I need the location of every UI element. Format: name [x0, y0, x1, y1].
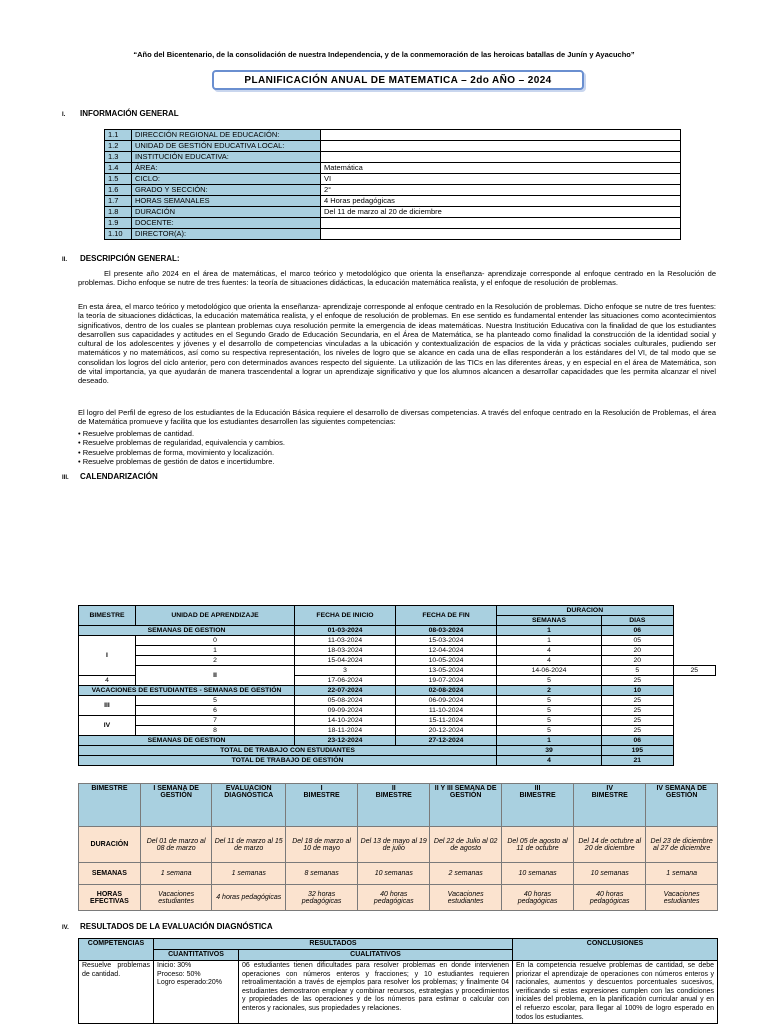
unit-cell: 2	[136, 656, 295, 666]
info-number: 1.3	[105, 152, 132, 163]
info-label: DIRECCIÓN REGIONAL DE EDUCACIÓN:	[132, 130, 321, 141]
bimestre-cell: I	[79, 636, 136, 676]
col-header-dias: DIAS	[602, 616, 674, 626]
section-number: II.	[62, 257, 68, 263]
description-paragraph-3: El logro del Perfil de egreso de los estudiantes de la Educación Básica requiere el desarrollo de diversas competencias. A través del enfoque centrado en la Resolución de Problemas, el área de Matemática promueve y facilita que los estudiantes desarrollen las siguientes competencias:	[78, 408, 716, 427]
start-date-cell: 17-06-2024	[295, 676, 396, 686]
summary-cell: 1 semana	[140, 863, 212, 885]
start-date-cell: 09-09-2024	[295, 706, 396, 716]
bimestre-cell: IV	[79, 716, 136, 736]
bimestre-cell: II	[136, 666, 295, 686]
competency-list	[78, 429, 716, 466]
start-date-cell: 22-07-2024	[295, 686, 396, 696]
table-row	[79, 656, 716, 666]
summary-cell: 40 horas pedagógicas	[501, 885, 573, 911]
info-row	[105, 174, 681, 185]
days-cell: 20	[602, 646, 674, 656]
table-row	[79, 961, 718, 1024]
info-row	[105, 163, 681, 174]
summary-header-cell: III BIMESTRE	[501, 784, 573, 827]
section-title: DESCRIPCIÓN GENERAL:	[80, 254, 180, 263]
quantitative-cell	[154, 961, 239, 1024]
start-date-cell: 18-03-2024	[295, 646, 396, 656]
weeks-cell: 1	[497, 626, 602, 636]
table-row	[79, 646, 716, 656]
info-value	[321, 130, 681, 141]
days-cell: 25	[602, 726, 674, 736]
col-header-resultados: RESULTADOS	[154, 939, 513, 950]
info-value: 4 Horas pedagógicas	[321, 196, 681, 207]
start-date-cell: 11-03-2024	[295, 636, 396, 646]
weeks-cell: 4	[497, 656, 602, 666]
list-item: • Resuelve problemas de cantidad.	[78, 429, 195, 438]
summary-cell: 4 horas pedagógicas	[212, 885, 286, 911]
unit-cell: 5	[136, 696, 295, 706]
info-row	[105, 196, 681, 207]
col-header-inicio: FECHA DE INICIO	[295, 606, 396, 626]
section-heading-info	[62, 109, 179, 118]
info-row	[105, 185, 681, 196]
info-number: 1.5	[105, 174, 132, 185]
document-title: PLANIFICACIÓN ANUAL DE MATEMATICA – 2do AÑO – 2024	[212, 70, 584, 90]
summary-header-row	[79, 784, 718, 827]
unit-cell: 6	[136, 706, 295, 716]
end-date-cell: 10-05-2024	[396, 656, 497, 666]
summary-header-cell: BIMESTRE	[79, 784, 141, 827]
col-header-bimestre: BIMESTRE	[79, 606, 136, 626]
start-date-cell: 14-10-2024	[295, 716, 396, 726]
section-title: INFORMACIÓN GENERAL	[80, 109, 179, 118]
table-row	[79, 726, 716, 736]
end-date-cell: 14-06-2024	[497, 666, 602, 676]
end-date-cell: 11-10-2024	[396, 706, 497, 716]
summary-cell: Del 22 de Julio al 02 de agosto	[430, 827, 502, 863]
info-value	[321, 152, 681, 163]
summary-cell: Vacaciones estudiantes	[646, 885, 718, 911]
weeks-cell: 5	[497, 706, 602, 716]
info-value	[321, 218, 681, 229]
section-title: RESULTADOS DE LA EVALUACIÓN DIAGNÓSTICA	[80, 922, 273, 931]
summary-cell: 2 semanas	[430, 863, 502, 885]
days-cell: 20	[602, 656, 674, 666]
summary-cell: 40 horas pedagógicas	[358, 885, 430, 911]
info-row	[105, 141, 681, 152]
list-item: • Resuelve problemas de gestión de datos e incertidumbre.	[78, 456, 275, 466]
summary-cell: Del 23 de diciembre al 27 de diciembre	[646, 827, 718, 863]
unit-cell: 4	[79, 676, 136, 686]
info-label: GRADO Y SECCIÓN:	[132, 185, 321, 196]
unit-cell: 0	[136, 636, 295, 646]
table-row	[79, 716, 716, 726]
summary-cell: 32 horas pedagógicas	[286, 885, 358, 911]
total-days: 195	[602, 746, 674, 756]
col-header-duracion: DURACION	[497, 606, 674, 616]
info-number: 1.7	[105, 196, 132, 207]
summary-header-cell: II Y III SEMANA DE GESTIÓN	[430, 784, 502, 827]
summary-cell: Vacaciones estudiantes	[430, 885, 502, 911]
info-label: DIRECTOR(A):	[132, 229, 321, 240]
end-date-cell: 15-03-2024	[396, 636, 497, 646]
info-number: 1.9	[105, 218, 132, 229]
total-weeks: 4	[497, 756, 602, 766]
end-date-cell: 02-08-2024	[396, 686, 497, 696]
end-date-cell: 19-07-2024	[396, 676, 497, 686]
info-value: Del 11 de marzo al 20 de diciembre	[321, 207, 681, 218]
summary-row	[79, 827, 718, 863]
total-row	[79, 756, 716, 766]
weeks-cell: 5	[602, 666, 674, 676]
start-date-cell: 13-05-2024	[396, 666, 497, 676]
quantitative-line: Proceso: 50%	[157, 970, 201, 978]
info-row	[105, 152, 681, 163]
weeks-cell: 5	[497, 716, 602, 726]
summary-row	[79, 863, 718, 885]
info-label: ÁREA:	[132, 163, 321, 174]
info-label: DOCENTE:	[132, 218, 321, 229]
summary-cell: 40 horas pedagógicas	[574, 885, 646, 911]
section-number: III.	[62, 475, 69, 481]
days-cell: 25	[602, 676, 674, 686]
days-cell: 25	[602, 706, 674, 716]
info-number: 1.2	[105, 141, 132, 152]
info-row	[105, 229, 681, 240]
section-heading-calendar	[62, 472, 158, 481]
col-header-semanas: SEMANAS	[497, 616, 602, 626]
summary-row-label: HORAS EFECTIVAS	[79, 885, 141, 911]
summary-cell: Del 14 de octubre al 20 de diciembre	[574, 827, 646, 863]
table-row	[79, 666, 716, 676]
table-row	[79, 736, 716, 746]
quantitative-line: Inicio: 30%	[157, 962, 192, 969]
info-number: 1.8	[105, 207, 132, 218]
qualitative-cell: 06 estudiantes tienen dificultades para resolver problemas en donde intervienen operaciones con números enteros y fracciones; y 10 estudiantes requieren retroalimentación a través de ejemplos para resolver los problemas; y finalmente 04 estudiantes demostraron emplear y combinar recursos, estrategias y procedimientos y propiedades de las operaciones y de los números para estimar o calcular con enteros y racionales, sus propiedades y relaciones.	[239, 961, 513, 1024]
table-row	[79, 626, 716, 636]
summary-cell: 10 semanas	[501, 863, 573, 885]
summary-header-cell: IV BIMESTRE	[574, 784, 646, 827]
start-date-cell: 01-03-2024	[295, 626, 396, 636]
end-date-cell: 06-09-2024	[396, 696, 497, 706]
summary-cell: 10 semanas	[358, 863, 430, 885]
info-row	[105, 218, 681, 229]
start-date-cell: 23-12-2024	[295, 736, 396, 746]
table-row	[79, 706, 716, 716]
summary-row-label: DURACIÓN	[79, 827, 141, 863]
description-paragraph-1: El presente año 2024 en el área de matemáticas, el marco teórico y metodológico que orienta la enseñanza- aprendizaje corresponde al enfoque centrado en la Resolución de problemas. Dicho enfoque se nutre de tres fuentes: la teoría de situaciones didácticas, la educación matemática realista, y el enfoque de resolución de problemas.	[78, 269, 716, 288]
col-header-competencias: COMPETENCIAS	[79, 939, 154, 961]
total-row	[79, 746, 716, 756]
description-paragraph-2: En esta área, el marco teórico y metodológico que orienta la enseñanza- aprendizaje corresponde al enfoque centrado en la Resolución de problemas. Dicho enfoque se nutre de tres fuentes: la teoría de situaciones didácticas, la educación matemática realista, y el enfoque de resolución de problemas. En ese sentido es fundamental entender las situaciones como acontecimientos significativos, dentro de los cuales se plantean problemas cuya resolución permite la emergencia de ideas matemáticas. Nuestra Institución Educativa con la finalidad de que los estudiantes desarrollen sus capacidades y actitudes en el Segundo Grado de Educación Secundaria, en el Área de Matemática, se ha planteado como finalidad la construcción de la identidad social y cultural de los adolescentes y jóvenes y el desarrollo de competencias vinculadas a la ubicación y contextualización de espacios de la vida y prácticas sociales culturales, pudiendo ser matemáticos y no matemáticos, así como su respectiva representación, los niveles de logro que se alcance en cada una de ellas responderán a los estándares del VI, de tal modo que se consolidan los logros del ciclo anterior, pero con determinados avances respecto del siguiente. La utilización de las TICs en las diferentes áreas, y en especial en el área de Matemática, son de vital importancia, ya que ayudarán de manera trascendental a lograr un aprendizaje significativo y que los alumnos alcancen a desarrollar capacidades que les permita alcanzar el nivel deseado.	[78, 302, 716, 386]
summary-row	[79, 885, 718, 911]
weeks-cell: 5	[497, 726, 602, 736]
row-unit-label: VACACIONES DE ESTUDIANTES - SEMANAS DE GESTIÓN	[79, 686, 295, 696]
info-value: 2°	[321, 185, 681, 196]
total-weeks: 39	[497, 746, 602, 756]
col-header-cuantitativos: CUANTITATIVOS	[154, 950, 239, 961]
days-cell: 25	[602, 716, 674, 726]
summary-row-label: SEMANAS	[79, 863, 141, 885]
weeks-cell: 1	[497, 636, 602, 646]
info-label: DURACIÓN	[132, 207, 321, 218]
section-heading-results	[62, 922, 273, 931]
info-label: UNIDAD DE GESTIÓN EDUCATIVA LOCAL:	[132, 141, 321, 152]
weeks-cell: 5	[497, 696, 602, 706]
start-date-cell: 05-08-2024	[295, 696, 396, 706]
start-date-cell: 15-04-2024	[295, 656, 396, 666]
info-number: 1.1	[105, 130, 132, 141]
summary-cell: Del 01 de marzo al 08 de marzo	[140, 827, 212, 863]
summary-header-cell: IV SEMANA DE GESTIÓN	[646, 784, 718, 827]
info-value: Matemática	[321, 163, 681, 174]
total-label: TOTAL DE TRABAJO DE GESTIÓN	[79, 756, 497, 766]
summary-header-cell: I SEMANA DE GESTIÓN	[140, 784, 212, 827]
info-value	[321, 141, 681, 152]
unit-cell: 1	[136, 646, 295, 656]
days-cell: 10	[602, 686, 674, 696]
weeks-cell: 2	[497, 686, 602, 696]
days-cell: 25	[673, 666, 715, 676]
info-row	[105, 130, 681, 141]
section-heading-description	[62, 254, 180, 263]
end-date-cell: 27-12-2024	[396, 736, 497, 746]
summary-cell: 8 semanas	[286, 863, 358, 885]
col-header-cualitativos: CUALITATIVOS	[239, 950, 513, 961]
row-unit-label: SEMANAS DE GESTION	[79, 626, 295, 636]
info-label: CICLO:	[132, 174, 321, 185]
days-cell: 06	[602, 736, 674, 746]
summary-header-cell: I BIMESTRE	[286, 784, 358, 827]
table-row	[79, 686, 716, 696]
days-cell: 25	[602, 696, 674, 706]
weeks-cell: 1	[497, 736, 602, 746]
col-header-conclusiones: CONCLUSIONES	[513, 939, 718, 961]
end-date-cell: 20-12-2024	[396, 726, 497, 736]
summary-cell: 1 semana	[646, 863, 718, 885]
section-number: I.	[62, 112, 66, 118]
days-cell: 05	[602, 636, 674, 646]
unit-cell: 7	[136, 716, 295, 726]
col-header-fin: FECHA DE FIN	[396, 606, 497, 626]
summary-cell: Del 05 de agosto al 11 de octubre	[501, 827, 573, 863]
competency-cell: Resuelve problemas de cantidad.	[79, 961, 154, 1024]
info-number: 1.4	[105, 163, 132, 174]
summary-cell: Del 11 de marzo al 15 de marzo	[212, 827, 286, 863]
official-motto: “Año del Bicentenario, de la consolidación de nuestra Independencia, y de la conmemoración de las heroicas batallas de Junín y Ayacucho”	[133, 50, 635, 59]
bimestre-cell: III	[79, 696, 136, 716]
section-number: IV.	[62, 925, 69, 931]
end-date-cell: 08-03-2024	[396, 626, 497, 636]
info-number: 1.6	[105, 185, 132, 196]
weeks-cell: 5	[497, 676, 602, 686]
section-title: CALENDARIZACIÓN	[80, 472, 158, 481]
list-item: • Resuelve problemas de forma, movimiento y localización.	[78, 447, 275, 457]
info-row	[105, 207, 681, 218]
info-number: 1.10	[105, 229, 132, 240]
table-row	[79, 636, 716, 646]
info-value: VI	[321, 174, 681, 185]
summary-cell: Del 13 de mayo al 19 de julio	[358, 827, 430, 863]
total-days: 21	[602, 756, 674, 766]
end-date-cell: 15-11-2024	[396, 716, 497, 726]
period-summary-table	[78, 783, 718, 911]
info-label: INSTITUCIÓN EDUCATIVA:	[132, 152, 321, 163]
conclusion-cell: En la competencia resuelve problemas de cantidad, se debe priorizar el aprendizaje de operaciones con números enteros y racionales, aumentos y descuentos porcentuales sucesivos, verificando si estas expresiones cumplen con las condiciones iniciales del problema, en la planificación curricular anual y en el refuerzo escolar, para llegar al 100% de logro esperado en todos los estudiantes.	[513, 961, 718, 1024]
summary-cell: 10 semanas	[574, 863, 646, 885]
unit-cell: 3	[295, 666, 396, 676]
summary-header-cell: II BIMESTRE	[358, 784, 430, 827]
quantitative-line: Logro esperado:20%	[157, 979, 222, 987]
days-cell: 06	[602, 626, 674, 636]
start-date-cell: 18-11-2024	[295, 726, 396, 736]
col-header-unidad: UNIDAD DE APRENDIZAJE	[136, 606, 295, 626]
info-label: HORAS SEMANALES	[132, 196, 321, 207]
info-value	[321, 229, 681, 240]
row-unit-label: SEMANAS DE GESTION	[79, 736, 295, 746]
summary-cell: Vacaciones estudiantes	[140, 885, 212, 911]
calendar-table	[78, 605, 716, 766]
weeks-cell: 4	[497, 646, 602, 656]
total-label: TOTAL DE TRABAJO CON ESTUDIANTES	[79, 746, 497, 756]
diagnostic-results-table	[78, 938, 718, 1024]
summary-cell: Del 18 de marzo al 10 de mayo	[286, 827, 358, 863]
general-info-table	[104, 129, 681, 240]
summary-header-cell: EVALUACION DIAGNÓSTICA	[212, 784, 286, 827]
table-row	[79, 696, 716, 706]
summary-cell: 1 semanas	[212, 863, 286, 885]
list-item: • Resuelve problemas de regularidad, equivalencia y cambios.	[78, 438, 285, 448]
unit-cell: 8	[136, 726, 295, 736]
end-date-cell: 12-04-2024	[396, 646, 497, 656]
